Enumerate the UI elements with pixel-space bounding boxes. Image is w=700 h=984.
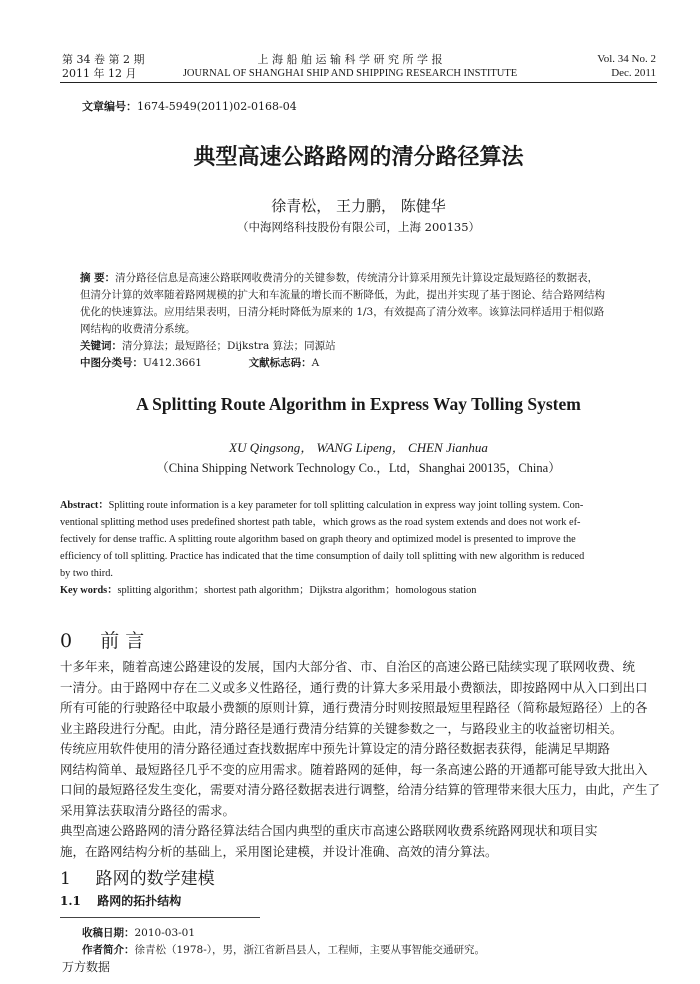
section-0-number: 0 xyxy=(60,630,73,652)
body-paragraph-1 xyxy=(60,657,657,739)
body-line: 十多年来，随着高速公路建设的发展，国内大部分省、市、自治区的高速公路已陆续实现了联网收费、统 xyxy=(60,659,636,674)
section-1-1-heading xyxy=(60,892,181,909)
abstract-en-label: Abstract： xyxy=(60,500,109,511)
title-cn: 典型高速公路路网的清分路径算法 xyxy=(193,145,524,170)
classification-label: 中图分类号： xyxy=(80,357,143,369)
keywords-cn-value: 清分算法；最短路径；Dijkstra 算法；同源站 xyxy=(122,340,336,352)
abstract-en-line: ventional splitting method uses predefined shortest path table，which grows as the road system extends and does not work ef- xyxy=(60,517,581,528)
header-volume-issue-cn: 第 34 卷 第 2 期 xyxy=(62,53,145,66)
abstract-cn-line: 但清分计算的效率随着路网规模的扩大和车流量的增长而不断降低，为此，提出并实现了基于图论、结合路网结构 xyxy=(80,289,605,301)
article-id xyxy=(82,98,297,114)
abstract-en-line: fectively for dense traffic. A splitting route algorithm based on graph theory and optimized model is presented to improve the xyxy=(60,534,576,545)
section-0-title: 前 言 xyxy=(100,630,145,652)
affiliation-cn: （中海网络科技股份有限公司，上海 200135） xyxy=(236,220,481,234)
abstract-en-line: by two third. xyxy=(60,568,113,579)
section-1-number: 1 xyxy=(60,869,71,889)
header-date-cn: 2011 年 12 月 xyxy=(62,67,137,80)
body-line: 典型高速公路路网的清分路径算法结合国内典型的重庆市高速公路联网收费系统路网现状和项目实 xyxy=(60,823,598,838)
abstract-en xyxy=(60,497,660,599)
footnote-author xyxy=(82,942,485,959)
abstract-cn-label: 摘 要： xyxy=(80,272,116,284)
abstract-en-line: Splitting route information is a key parameter for toll splitting calculation in express way joint tolling system. Con- xyxy=(108,500,584,511)
footnote-author-label: 作者简介： xyxy=(82,944,135,956)
classification-value: U412.3661 xyxy=(143,357,202,369)
header-journal-cn: 上 海 船 舶 运 输 科 学 研 究 所 学 报 xyxy=(257,53,443,66)
header-journal-en: JOURNAL OF SHANGHAI SHIP AND SHIPPING RESEARCH INSTITUTE xyxy=(182,68,518,79)
body-line: 采用算法获取清分路径的需求。 xyxy=(60,802,236,818)
body-line: 一清分。由于路网中存在二义或多义性路径，通行费的计算大多采用最小费额法，即按路网中从入口到出口 xyxy=(60,679,648,695)
section-1-heading xyxy=(60,864,215,889)
article-id-label: 文章编号： xyxy=(82,100,137,113)
abstract-cn xyxy=(80,270,660,372)
header-date-en: Dec. 2011 xyxy=(611,67,656,79)
article-id-value: 1674-5949(2011)02-0168-04 xyxy=(137,100,297,113)
body-line: 网结构简单、最短路径几乎不变的应用需求。随着路网的延伸，每一条高速公路的开通都可能导致大批出入 xyxy=(60,761,648,777)
body-paragraph-2 xyxy=(60,739,661,821)
body-line: 口间的最短路径发生变化，需要对清分路径数据表进行调整，给清分结算的管理带来很大压力，由此，产生了 xyxy=(60,782,661,797)
section-1-1-title: 路网的拓扑结构 xyxy=(97,894,182,908)
abstract-cn-line: 网结构的收费清分系统。 xyxy=(80,323,196,335)
title-en: A Splitting Route Algorithm in Express Way Tolling System xyxy=(136,394,581,414)
body-line: 业主路段进行分配。由此，清分路径是通行费清分结算的关键参数之一，与路段业主的收益密切相关。 xyxy=(60,720,623,736)
body-line: 所有可能的行驶路径中取最小费额的原则计算，通行费清分时则按照最短里程路径（简称最短路径）上的各 xyxy=(60,700,648,715)
section-1-1-number: 1.1 xyxy=(60,894,81,908)
body-line: 传统应用软件使用的清分路径通过查找数据库中预先计算设定的清分路径数据表获得，能满足早期路 xyxy=(60,741,611,756)
header-volume-issue-en: Vol. 34 No. 2 xyxy=(597,53,656,65)
abstract-cn-line: 清分路径信息是高速公路联网收费清分的关键参数，传统清分计算采用预先计算设定最短路径的数据表， xyxy=(115,272,599,284)
watermark: 万方数据 xyxy=(62,960,111,974)
footnote-received xyxy=(82,925,195,942)
footnote-received-value: 2010-03-01 xyxy=(134,927,196,939)
body-line: 施，在路网结构分析的基础上，采用图论建模，并设计准确、高效的清分算法。 xyxy=(60,843,498,859)
doc-code-label: 文献标志码： xyxy=(248,357,312,369)
abstract-en-line: efficiency of toll splitting. Practice has indicated that the time consumption of daily toll splitting with new algorithm is reduced xyxy=(60,551,585,562)
section-1-title: 路网的数学建模 xyxy=(95,869,215,889)
keywords-en-label: Key words： xyxy=(60,585,118,596)
keywords-cn-label: 关键词： xyxy=(80,340,122,352)
affiliation-en: （China Shipping Network Technology Co.，Ltd，Shanghai 200135，China） xyxy=(156,461,561,475)
footnote-author-value: 徐青松（1978-），男，浙江省新昌县人，工程师，主要从事智能交通研究。 xyxy=(134,944,486,956)
footnote-rule xyxy=(60,917,260,918)
section-0-heading xyxy=(60,626,144,653)
authors-cn: 徐青松， 王力鹏， 陈健华 xyxy=(271,197,446,215)
keywords-en-value: splitting algorithm；shortest path algorithm；Dijkstra algorithm；homologous station xyxy=(117,585,477,596)
header-rule xyxy=(60,82,657,83)
doc-code-value: A xyxy=(311,357,320,369)
abstract-cn-line: 优化的快速算法。应用结果表明，日清分耗时降低为原来的 1/3，有效提高了清分效率。该算法同样适用于相似路 xyxy=(80,306,605,318)
authors-en: XU Qingsong， WANG Lipeng， CHEN Jianhua xyxy=(229,440,488,455)
body-paragraph-3 xyxy=(60,821,657,862)
footnote-received-label: 收稿日期： xyxy=(82,927,135,939)
